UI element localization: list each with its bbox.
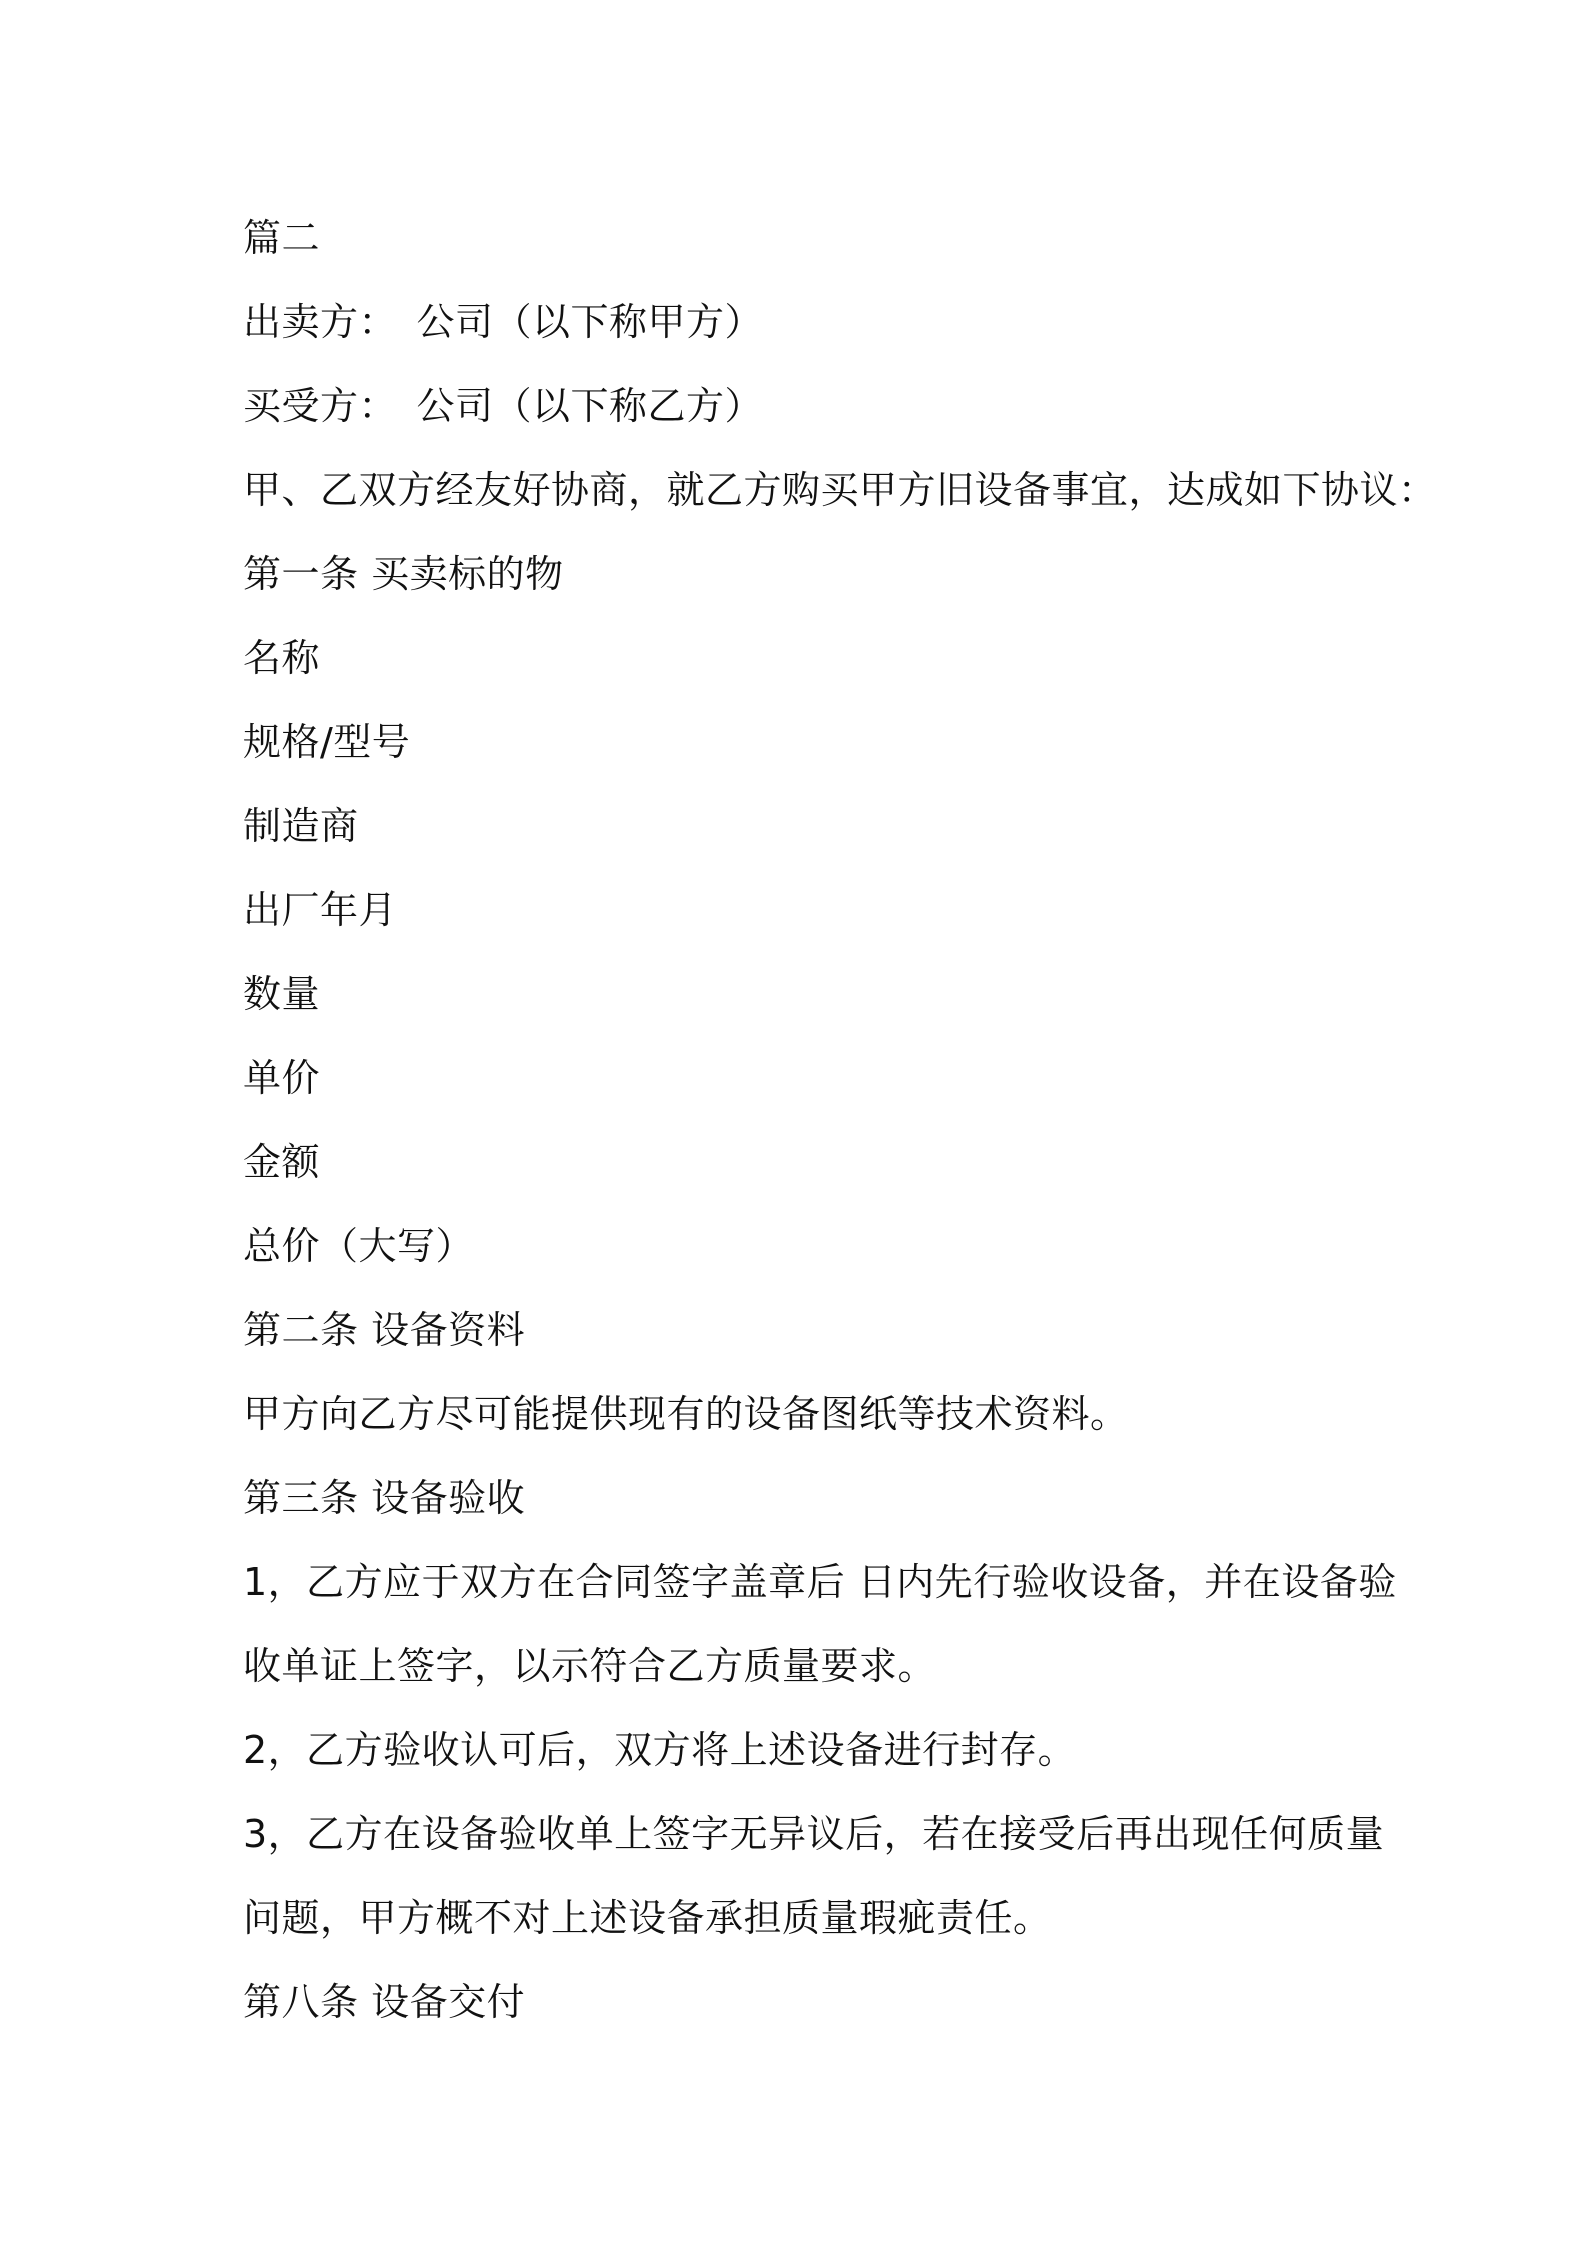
article-1-heading: 第一条 买卖标的物 xyxy=(243,552,564,596)
item-unit-price-label: 单价 xyxy=(243,1056,321,1100)
item-amount-label: 金额 xyxy=(243,1140,321,1184)
article-3-heading: 第三条 设备验收 xyxy=(243,1476,526,1520)
article-3-clause-1a: 1，乙方应于双方在合同签字盖章后 日内先行验收设备，并在设备验 xyxy=(243,1560,1397,1604)
seller-line: 出卖方： 公司（以下称甲方） xyxy=(243,300,764,344)
article-2-text: 甲方向乙方尽可能提供现有的设备图纸等技术资料。 xyxy=(243,1392,1129,1436)
item-total-label: 总价（大写） xyxy=(243,1224,475,1268)
section-title: 篇二 xyxy=(243,216,321,260)
item-manufacturer-label: 制造商 xyxy=(243,804,359,848)
article-3-clause-2: 2，乙方验收认可后，双方将上述设备进行封存。 xyxy=(243,1728,1077,1772)
document-body xyxy=(243,196,1437,2044)
item-date-label: 出厂年月 xyxy=(243,888,398,932)
article-8-heading: 第八条 设备交付 xyxy=(243,1980,526,2024)
article-3-clause-1b: 收单证上签字，以示符合乙方质量要求。 xyxy=(243,1644,937,1688)
item-quantity-label: 数量 xyxy=(243,972,321,1016)
article-3-clause-3a: 3，乙方在设备验收单上签字无异议后，若在接受后再出现任何质量 xyxy=(243,1812,1385,1856)
article-2-heading: 第二条 设备资料 xyxy=(243,1308,526,1352)
item-spec-label: 规格/型号 xyxy=(243,720,411,764)
agreement-intro: 甲、乙双方经友好协商，就乙方购买甲方旧设备事宜，达成如下协议： xyxy=(243,468,1437,512)
item-name-label: 名称 xyxy=(243,636,321,680)
buyer-line: 买受方： 公司（以下称乙方） xyxy=(243,384,764,428)
article-3-clause-3b: 问题，甲方概不对上述设备承担质量瑕疵责任。 xyxy=(243,1896,1052,1940)
